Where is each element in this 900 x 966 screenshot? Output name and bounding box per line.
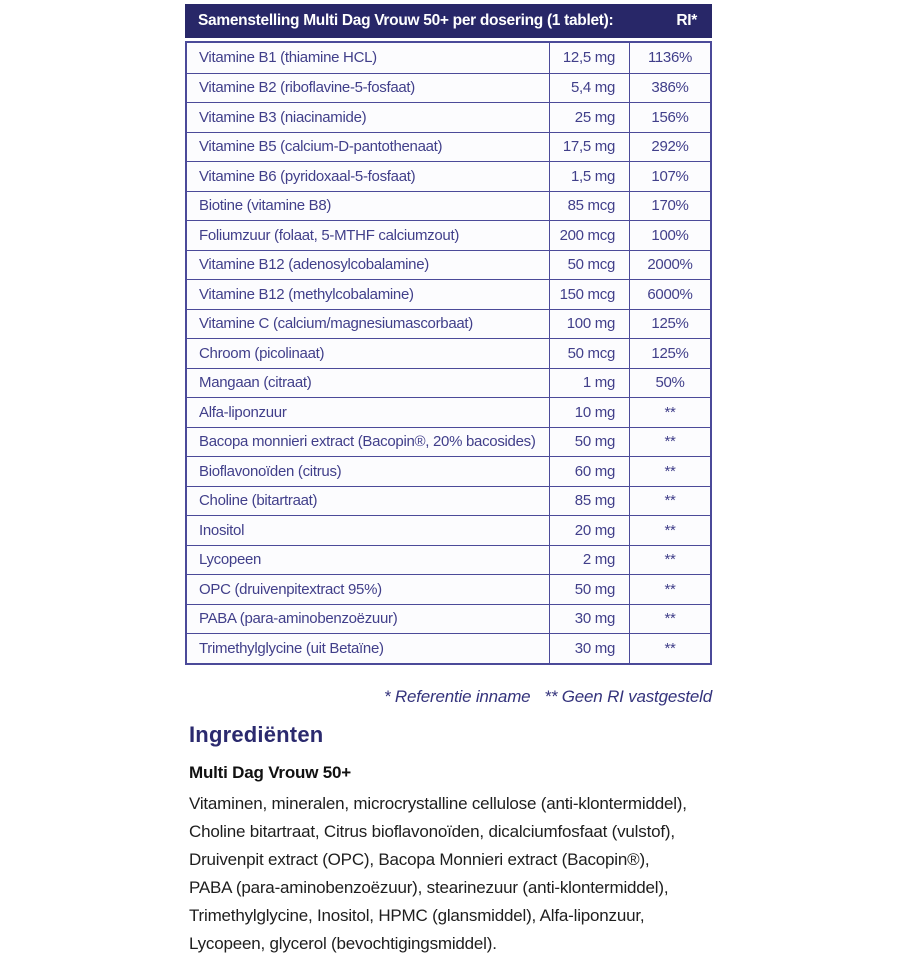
nutrient-ri: 125% xyxy=(651,344,689,362)
nutrient-name: OPC (druivenpitextract 95%) xyxy=(187,575,550,604)
ri-column-header: RI* xyxy=(676,12,697,29)
nutrient-ri: ** xyxy=(664,433,676,451)
nutrient-ri: ** xyxy=(664,551,676,569)
nutrient-name: Vitamine B6 (pyridoxaal-5-fosfaat) xyxy=(187,162,550,191)
footnote-no-ri: ** Geen RI vastgesteld xyxy=(544,686,712,706)
ingredients-heading: Ingrediënten xyxy=(189,721,324,747)
nutrient-name: Biotine (vitamine B8) xyxy=(187,192,550,221)
table-row xyxy=(187,161,710,191)
nutrient-amount: 1 mg xyxy=(550,369,630,398)
table-row xyxy=(187,191,710,221)
nutrient-name: Mangaan (citraat) xyxy=(187,369,550,398)
nutrient-amount: 50 mg xyxy=(550,428,630,457)
nutrient-amount: 10 mg xyxy=(550,398,630,427)
nutrient-amount: 5,4 mg xyxy=(550,74,630,103)
nutrient-amount: 85 mg xyxy=(550,487,630,516)
table-row xyxy=(187,604,710,634)
nutrient-ri: ** xyxy=(664,521,676,539)
nutrient-ri: 1136% xyxy=(647,49,693,67)
table-row xyxy=(187,633,710,663)
composition-table xyxy=(185,4,712,665)
nutrient-name: Vitamine B5 (calcium-D-pantothenaat) xyxy=(187,133,550,162)
nutrient-name: Alfa-liponzuur xyxy=(187,398,550,427)
nutrient-ri: 156% xyxy=(651,108,689,126)
nutrient-name: Vitamine B2 (riboflavine-5-fosfaat) xyxy=(187,74,550,103)
nutrient-amount: 30 mg xyxy=(550,634,630,663)
ingredients-line: Vitaminen, mineralen, microcrystalline cellulose (anti-klontermiddel), xyxy=(189,793,687,813)
nutrient-amount: 50 mg xyxy=(550,575,630,604)
table-title: Samenstelling Multi Dag Vrouw 50+ per dosering (1 tablet): xyxy=(198,12,614,29)
nutrient-name: Choline (bitartraat) xyxy=(187,487,550,516)
nutrient-ri: 107% xyxy=(651,167,689,185)
nutrient-ri: 386% xyxy=(651,79,689,97)
nutrient-ri: 50% xyxy=(655,374,685,392)
nutrient-name: Chroom (picolinaat) xyxy=(187,339,550,368)
ingredients-line: Druivenpit extract (OPC), Bacopa Monnieri extract (Bacopin®), xyxy=(189,849,650,869)
nutrient-amount: 200 mcg xyxy=(550,221,630,250)
ingredients-line: Choline bitartraat, Citrus bioflavonoïden, dicalciumfosfaat (vulstof), xyxy=(189,821,675,841)
nutrient-name: Bioflavonoïden (citrus) xyxy=(187,457,550,486)
footnote-reference-intake: * Referentie inname xyxy=(383,686,531,706)
nutrient-ri: 292% xyxy=(651,138,689,156)
nutrient-ri: 2000% xyxy=(647,256,693,274)
nutrient-ri: ** xyxy=(664,580,676,598)
nutrient-name: Bacopa monnieri extract (Bacopin®, 20% bacosides) xyxy=(187,428,550,457)
nutrient-name: Vitamine B12 (methylcobalamine) xyxy=(187,280,550,309)
nutrient-name: Vitamine B3 (niacinamide) xyxy=(187,103,550,132)
table-row xyxy=(187,427,710,457)
composition-table-header xyxy=(185,4,712,38)
nutrient-amount: 12,5 mg xyxy=(550,43,630,73)
table-row xyxy=(187,43,710,73)
nutrient-amount: 50 mcg xyxy=(550,339,630,368)
nutrient-amount: 50 mcg xyxy=(550,251,630,280)
nutrient-name: Lycopeen xyxy=(187,546,550,575)
ingredients-product-name: Multi Dag Vrouw 50+ xyxy=(189,762,351,782)
table-row xyxy=(187,456,710,486)
nutrient-ri: ** xyxy=(664,403,676,421)
nutrient-ri: 6000% xyxy=(647,285,693,303)
nutrient-amount: 2 mg xyxy=(550,546,630,575)
nutrient-name: PABA (para-aminobenzoëzuur) xyxy=(187,605,550,634)
table-footnote xyxy=(185,687,712,707)
table-row xyxy=(187,338,710,368)
nutrient-amount: 1,5 mg xyxy=(550,162,630,191)
table-row xyxy=(187,397,710,427)
nutrient-amount: 17,5 mg xyxy=(550,133,630,162)
nutrient-amount: 150 mcg xyxy=(550,280,630,309)
nutrient-name: Foliumzuur (folaat, 5-MTHF calciumzout) xyxy=(187,221,550,250)
nutrient-amount: 25 mg xyxy=(550,103,630,132)
table-row xyxy=(187,102,710,132)
ingredients-line: PABA (para-aminobenzoëzuur), stearinezuur (anti-klontermiddel), xyxy=(189,877,669,897)
nutrient-amount: 100 mg xyxy=(550,310,630,339)
table-row xyxy=(187,279,710,309)
product-info-page xyxy=(0,4,900,958)
nutrient-name: Inositol xyxy=(187,516,550,545)
table-row xyxy=(187,545,710,575)
nutrient-ri: 170% xyxy=(651,197,689,215)
table-row xyxy=(187,132,710,162)
ingredients-text xyxy=(189,790,900,958)
nutrient-name: Trimethylglycine (uit Betaïne) xyxy=(187,634,550,663)
table-row xyxy=(187,486,710,516)
nutrient-name: Vitamine B1 (thiamine HCL) xyxy=(187,43,550,73)
nutrient-amount: 20 mg xyxy=(550,516,630,545)
nutrient-ri: 125% xyxy=(651,315,689,333)
nutrient-ri: ** xyxy=(664,462,676,480)
table-row xyxy=(187,73,710,103)
table-row xyxy=(187,250,710,280)
nutrient-ri: ** xyxy=(664,610,676,628)
table-row xyxy=(187,309,710,339)
table-row xyxy=(187,574,710,604)
table-row xyxy=(187,220,710,250)
nutrient-ri: 100% xyxy=(651,226,689,244)
nutrient-amount: 60 mg xyxy=(550,457,630,486)
nutrient-ri: ** xyxy=(664,639,676,657)
nutrient-amount: 85 mcg xyxy=(550,192,630,221)
table-row xyxy=(187,515,710,545)
ingredients-line: Lycopeen, glycerol (bevochtigingsmiddel). xyxy=(189,933,497,953)
composition-table-body xyxy=(185,41,712,665)
nutrient-amount: 30 mg xyxy=(550,605,630,634)
ingredients-line: Trimethylglycine, Inositol, HPMC (glansmiddel), Alfa-liponzuur, xyxy=(189,905,645,925)
nutrient-ri: ** xyxy=(664,492,676,510)
table-row xyxy=(187,368,710,398)
nutrient-name: Vitamine C (calcium/magnesiumascorbaat) xyxy=(187,310,550,339)
nutrient-name: Vitamine B12 (adenosylcobalamine) xyxy=(187,251,550,280)
